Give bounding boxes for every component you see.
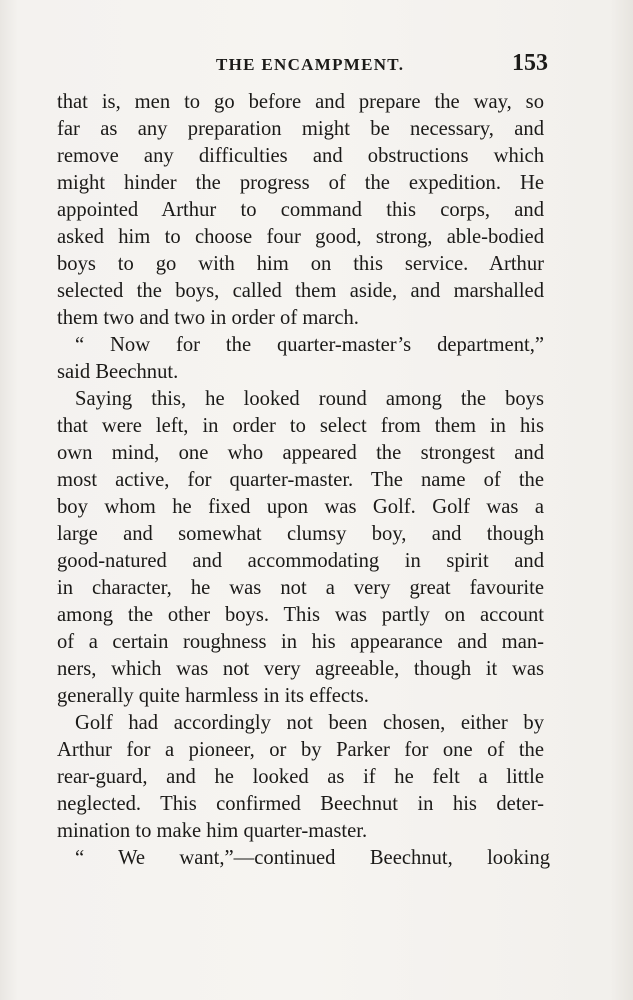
- text-line: neglected. This confirmed Beechnut in his deter-: [57, 793, 544, 815]
- text-line: that were left, in order to select from them in his: [57, 415, 544, 437]
- text-line: large and somewhat clumsy boy, and though: [57, 523, 544, 545]
- running-head: [48, 50, 548, 82]
- text-line: that is, men to go before and prepare the way, so: [57, 91, 544, 113]
- text-line: might hinder the progress of the expedition. He: [57, 172, 544, 194]
- page-number: 153: [512, 50, 548, 76]
- text-line: Arthur for a pioneer, or by Parker for one of the: [57, 739, 544, 761]
- text-line: remove any difficulties and obstructions which: [57, 145, 544, 167]
- chapter-title: THE ENCAMPMENT.: [216, 55, 405, 74]
- text-line: asked him to choose four good, strong, able-bodied: [57, 226, 544, 248]
- text-line: rear-guard, and he looked as if he felt a little: [57, 766, 544, 788]
- text-line: boys to go with him on this service. Arthur: [57, 253, 544, 275]
- text-line: far as any preparation might be necessary, and: [57, 118, 544, 140]
- text-line: ners, which was not very agreeable, though it was: [57, 658, 544, 680]
- text-line: appointed Arthur to command this corps, and: [57, 199, 544, 221]
- text-line: among the other boys. This was partly on account: [57, 604, 544, 626]
- text-line: Saying this, he looked round among the boys: [75, 388, 544, 410]
- text-line: them two and two in order of march.: [57, 307, 359, 329]
- text-line: “ Now for the quarter-master’s department,”: [75, 334, 544, 356]
- text-line: generally quite harmless in its effects.: [57, 685, 369, 707]
- text-line: said Beechnut.: [57, 361, 179, 383]
- text-line: own mind, one who appeared the strongest and: [57, 442, 544, 464]
- text-line: most active, for quarter-master. The name of the: [57, 469, 544, 491]
- text-line: of a certain roughness in his appearance and man-: [57, 631, 544, 653]
- text-line: mination to make him quarter-master.: [57, 820, 368, 842]
- text-line: “ We want,”—continued Beechnut, looking: [75, 847, 550, 869]
- text-line: boy whom he fixed upon was Golf. Golf was a: [57, 496, 544, 518]
- text-line: selected the boys, called them aside, and marshalled: [57, 280, 544, 302]
- text-line: good-natured and accommodating in spirit and: [57, 550, 544, 572]
- body-text: [57, 89, 550, 872]
- text-line: in character, he was not a very great favourite: [57, 577, 544, 599]
- text-line: Golf had accordingly not been chosen, either by: [75, 712, 544, 734]
